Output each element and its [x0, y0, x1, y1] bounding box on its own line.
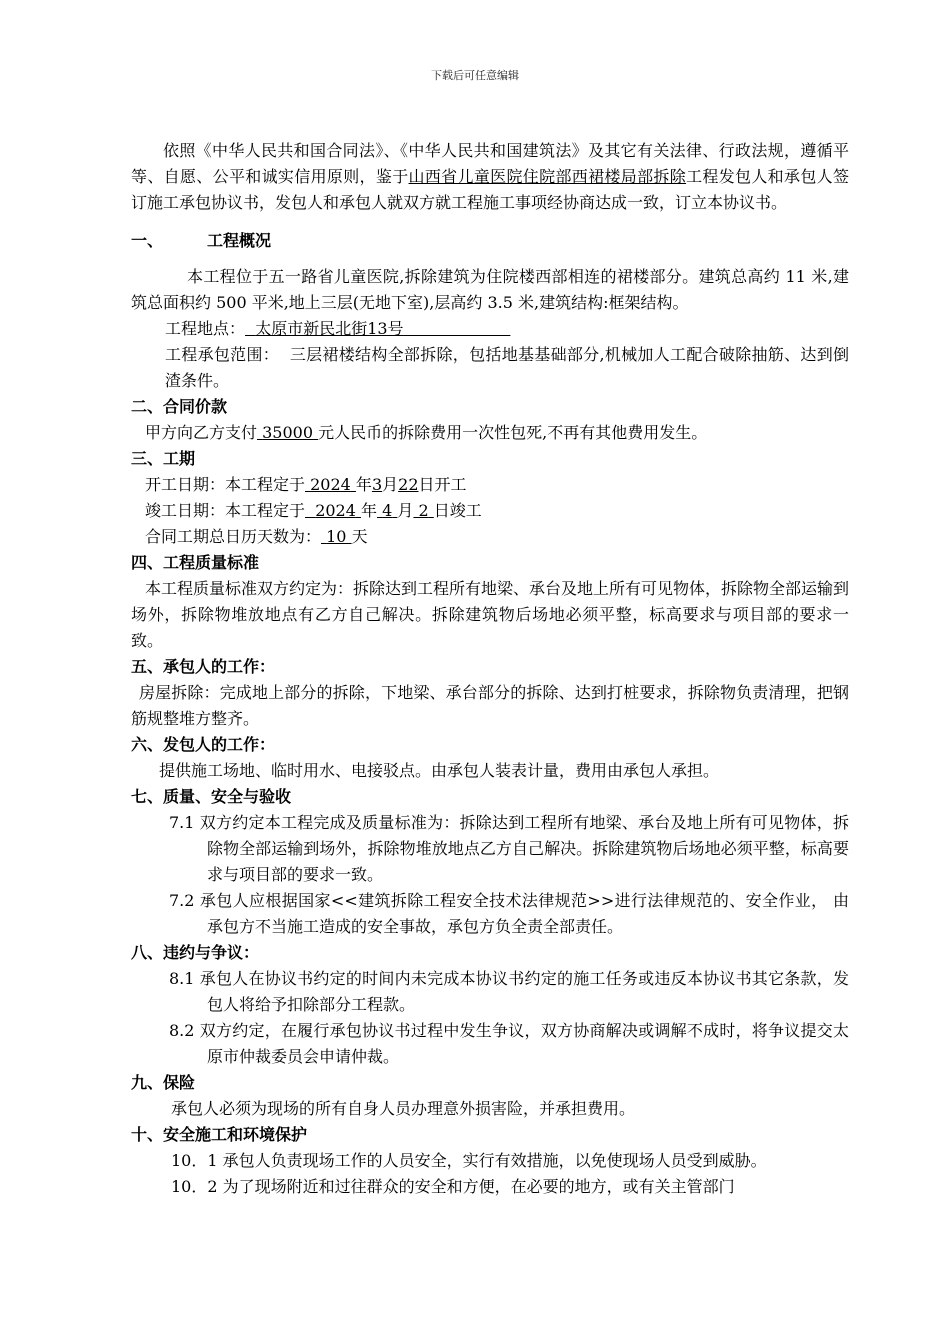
start-day: 22 [398, 475, 419, 494]
quality-standard: 本工程质量标准双方约定为：拆除达到工程所有地梁、承台及地上所有可见物体，拆除物全部运输到场外，拆除物堆放地点有乙方自己解决。拆除建筑物后场地必须平整，标高要求与项目部的要求一致。 [131, 579, 850, 650]
site-value: 太原市新民北街13号 [255, 319, 404, 338]
section-5-heading: 五、承包人的工作： [131, 657, 276, 676]
project-name: 山西省儿童医院住院部西裙楼局部拆除 [408, 167, 687, 186]
total-days: 10 [326, 527, 347, 546]
clause-8-2: 8.2 双方约定，在履行承包协议书过程中发生争议，双方协商解决或调解不成时，将争议提交太原市仲裁委员会申请仲裁。 [169, 1021, 849, 1066]
intro-paragraph [131, 138, 849, 216]
clause-10-1: 10．1 承包人负责现场工作的人员安全，实行有效措施，以免使现场人员受到威胁。 [171, 1151, 767, 1170]
clause-8-1: 8.1 承包人在协议书约定的时间内未完成本协议书约定的施工任务或违反本协议书其它条款，发包人将给予扣除部分工程款。 [169, 969, 849, 1014]
clause-7-1: 7.1 双方约定本工程完成及质量标准为：拆除达到工程所有地梁、承台及地上所有可见物体，拆除物全部运输到场外，拆除物堆放地点乙方自己解决。拆除建筑物后场地必须平整，标高要求与项目部的要求一致。 [169, 813, 849, 884]
end-day: 2 [418, 501, 429, 520]
scope-value: 三层裙楼结构全部拆除，包括地基基础部分,机械加人工配合破除抽筋、达到倒渣条件。 [165, 345, 849, 390]
section-8-heading: 八、违约与争议： [131, 943, 260, 962]
section-1-heading [131, 228, 849, 254]
agreement-document [131, 138, 849, 1200]
total-duration: 合同工期总日历天数为： 10 天 [145, 527, 368, 546]
end-month: 4 [382, 501, 393, 520]
scope-label: 工程承包范围： [165, 345, 280, 364]
section-7-heading: 七、质量、安全与验收 [131, 787, 292, 806]
project-site [131, 316, 849, 342]
contractor-work: 房屋拆除：完成地上部分的拆除，下地梁、承台部分的拆除、达到打桩要求，拆除物负责清理，把钢筋规整堆方整齐。 [131, 683, 849, 728]
start-date: 开工日期：本工程定于 2024 年3月22日开工 [145, 475, 467, 494]
contract-amount: 35000 [262, 423, 314, 442]
intro-text-2: 工程发包人和承包人签订施工承包协议书，发包人和承包人就双方就工程施工事项经协商达成一致，订立本协议书。 [131, 167, 849, 212]
site-label: 工程地点： [165, 319, 246, 338]
section-2-heading: 二、合同价款 [131, 397, 228, 416]
employer-work: 提供施工场地、临时用水、电接驳点。由承包人装表计量，费用由承包人承担。 [159, 761, 720, 780]
clause-10-2: 10．2 为了现场附近和过往群众的安全和方便，在必要的地方，或有关主管部门 [171, 1177, 735, 1196]
clause-7-2: 7.2 承包人应根据国家<<建筑拆除工程安全技术法律规范>>进行法律规范的、安全作业， 由承包方不当施工造成的安全事故，承包方负全责全部责任。 [169, 891, 849, 936]
section-1-title: 工程概况 [207, 231, 272, 250]
intro-text-1: 依照《中华人民共和国合同法》、《中华人民共和国建筑法》及其它有关法律、行政法规，遵循平等、自愿、公平和诚实信用原则，鉴于 [131, 141, 849, 186]
page-header: 下载后可任意编辑 [431, 69, 519, 82]
project-overview: 本工程位于五一路省儿童医院,拆除建筑为住院楼西部相连的裙楼部分。建筑总高约 11 米,建筑总面积约 500 平米,地上三层(无地下室),层高约 3.5 米,建筑结构:框架结构。 [131, 267, 849, 312]
section-9-heading: 九、保险 [131, 1073, 196, 1092]
insurance-body: 承包人必须为现场的所有自身人员办理意外损害险，并承担费用。 [171, 1099, 636, 1118]
section-4-heading: 四、工程质量标准 [131, 553, 260, 572]
project-scope [131, 342, 849, 394]
contract-price: 甲方向乙方支付 35000 元人民币的拆除费用一次性包死,不再有其他费用发生。 [145, 423, 708, 442]
section-10-heading: 十、安全施工和环境保护 [131, 1125, 308, 1144]
section-6-heading: 六、发包人的工作： [131, 735, 276, 754]
start-month: 3 [371, 475, 383, 494]
end-year: 2024 [315, 501, 356, 520]
section-3-heading: 三、工期 [131, 449, 196, 468]
start-year: 2024 [310, 475, 351, 494]
end-date: 竣工日期：本工程定于 2024 年 4 月 2 日竣工 [145, 501, 482, 520]
section-1-number: 一、 [131, 231, 164, 250]
